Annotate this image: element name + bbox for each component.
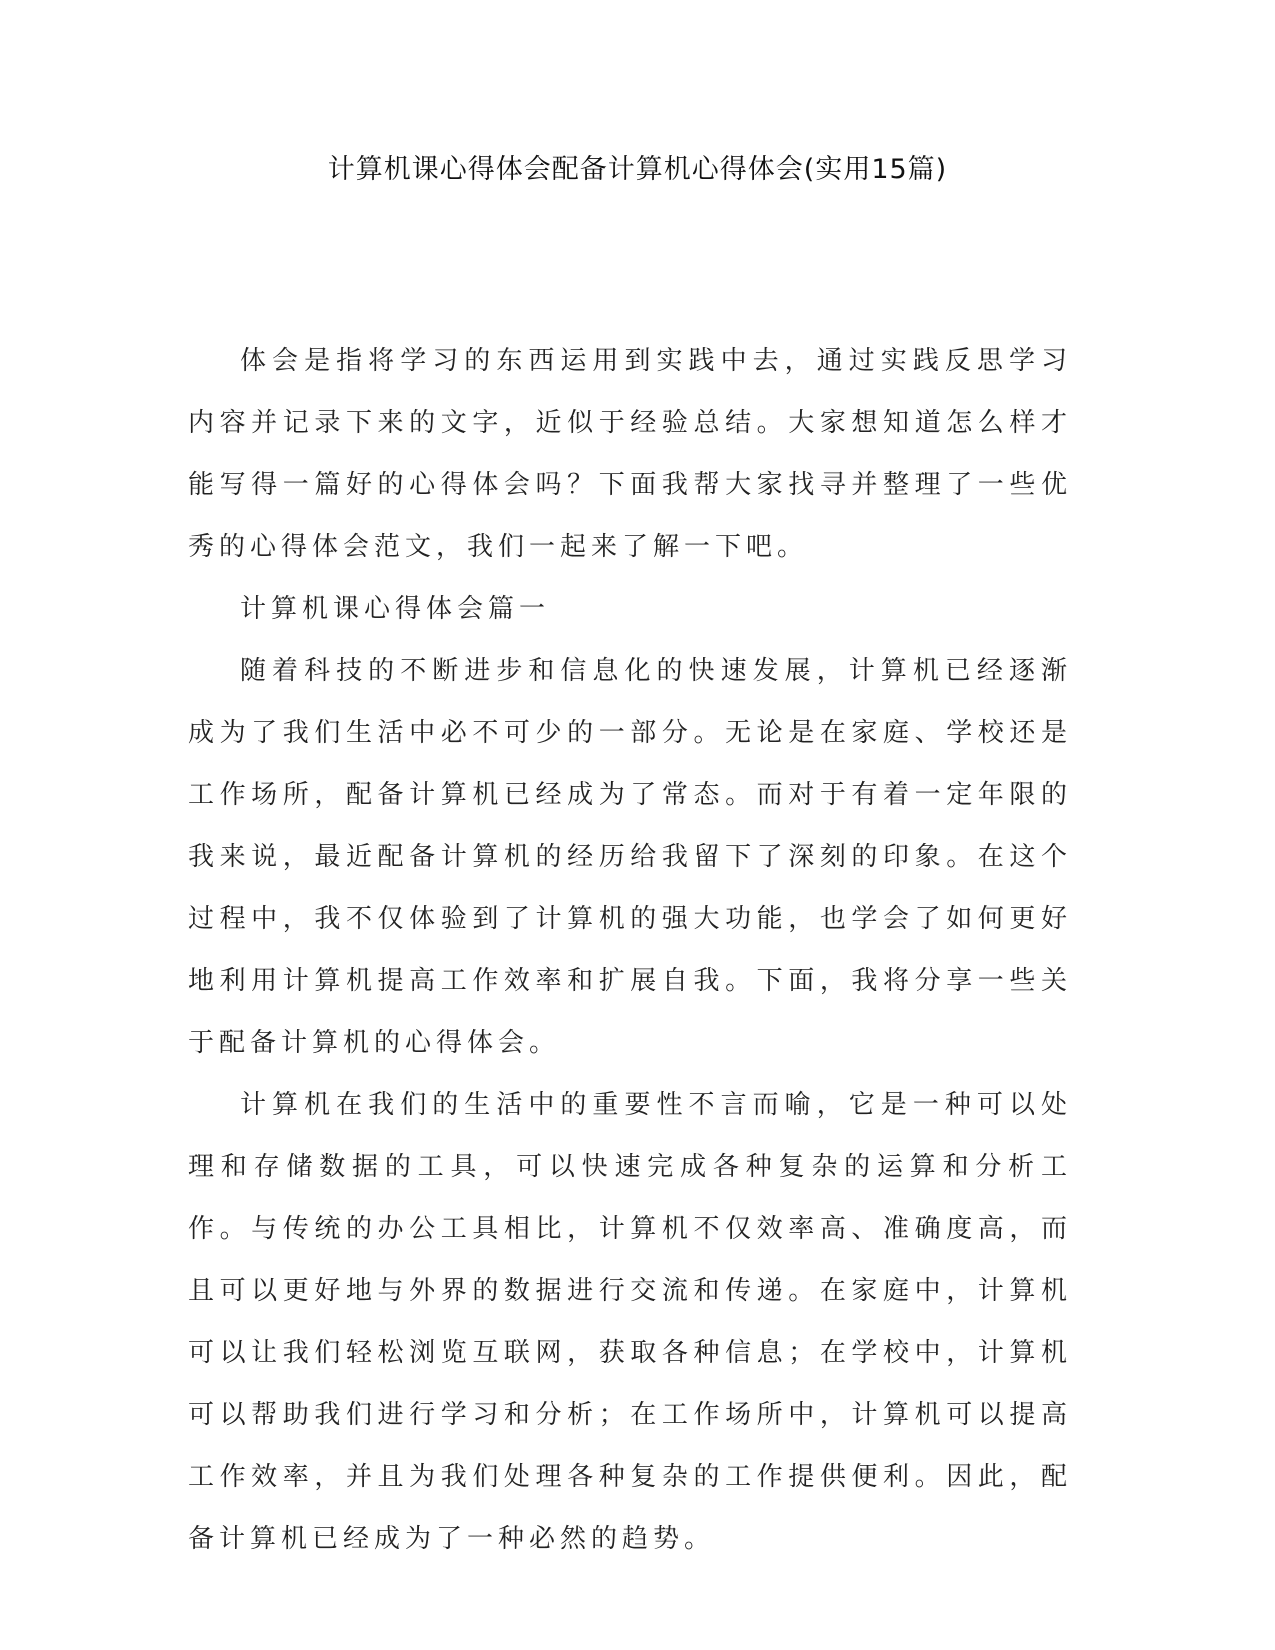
section-heading: 计算机课心得体会篇一: [240, 594, 551, 624]
document-title: 计算机课心得体会配备计算机心得体会(实用15篇): [327, 154, 948, 185]
document-body: [188, 330, 1072, 1570]
body-paragraph-2: 计算机在我们的生活中的重要性不言而喻，它是一种可以处理和存储数据的工具，可以快速完成各种复杂的运算和分析工作。与传统的办公工具相比，计算机不仅效率高、准确度高，而且可以更好地与外界的数据进行交流和传递。在家庭中，计算机可以让我们轻松浏览互联网，获取各种信息；在学校中，计算机可以帮助我们进行学习和分析；在工作场所中，计算机可以提高工作效率，并且为我们处理各种复杂的工作提供便利。因此，配备计算机已经成为了一种必然的趋势。: [188, 1090, 1072, 1554]
body-paragraph-1: 随着科技的不断进步和信息化的快速发展，计算机已经逐渐成为了我们生活中必不可少的一部分。无论是在家庭、学校还是工作场所，配备计算机已经成为了常态。而对于有着一定年限的我来说，最近配备计算机的经历给我留下了深刻的印象。在这个过程中，我不仅体验到了计算机的强大功能，也学会了如何更好地利用计算机提高工作效率和扩展自我。下面，我将分享一些关于配备计算机的心得体会。: [188, 656, 1072, 1058]
intro-paragraph: 体会是指将学习的东西运用到实践中去，通过实践反思学习内容并记录下来的文字，近似于经验总结。大家想知道怎么样才能写得一篇好的心得体会吗？下面我帮大家找寻并整理了一些优秀的心得体会范文，我们一起来了解一下吧。: [188, 346, 1072, 562]
